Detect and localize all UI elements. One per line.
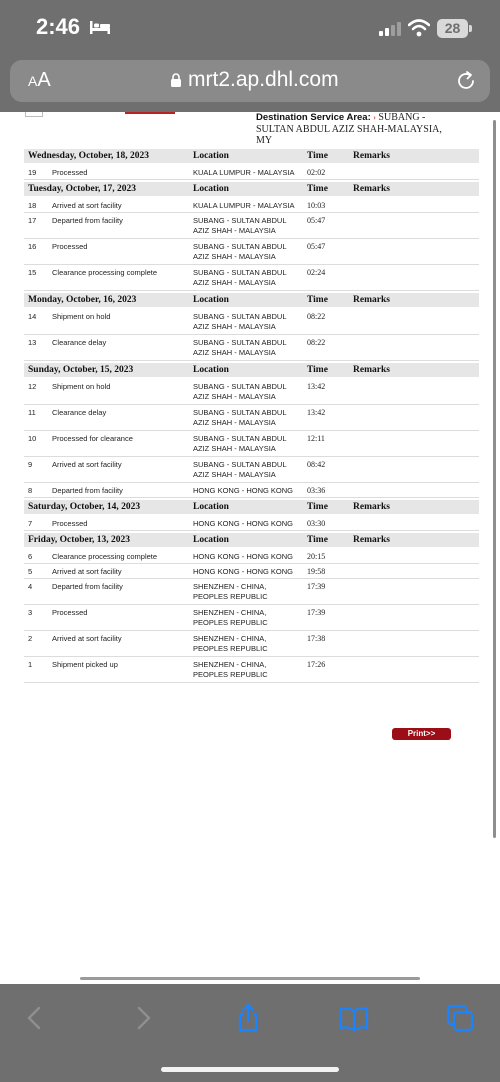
location-line-1: KUALA LUMPUR - MALAYSIA [193,168,295,177]
event-description: Processed [52,242,88,251]
column-remarks: Remarks [353,295,390,305]
print-button[interactable]: Print>> [392,728,451,740]
event-time: 19:58 [307,567,326,576]
cut-off-element [25,112,43,117]
event-number: 9 [28,460,33,469]
event-number: 18 [28,201,37,210]
event-time: 12:11 [307,434,325,443]
event-time: 17:38 [307,634,326,643]
table-row [24,239,479,265]
day-date: Sunday, October, 15, 2023 [28,365,134,375]
back-icon[interactable] [20,1003,50,1033]
event-time: 20:15 [307,552,326,561]
browser-top-chrome [0,0,500,112]
column-time: Time [307,502,328,512]
column-time: Time [307,151,328,161]
event-location [193,582,303,602]
column-time: Time [307,184,328,194]
event-description: Clearance delay [52,338,107,347]
location-line-1: KUALA LUMPUR - MALAYSIA [193,201,295,210]
table-row [24,457,479,483]
day-date: Monday, October, 16, 2023 [28,295,137,305]
location-line-1: HONG KONG - HONG KONG [193,486,294,495]
status-bar [0,0,500,58]
column-location: Location [193,184,229,194]
event-time: 10:03 [307,201,326,210]
event-time: 08:42 [307,460,326,469]
location-line-2: AZIZ SHAH - MALAYSIA [193,322,276,331]
table-row [24,379,479,405]
url-text[interactable]: mrt2.ap.dhl.com [188,68,339,91]
event-number: 10 [28,434,37,443]
day-header [24,363,479,377]
table-row [24,516,479,531]
event-number: 1 [28,660,33,669]
event-description: Arrived at sort facility [52,634,122,643]
table-row [24,165,479,180]
column-location: Location [193,365,229,375]
event-location [193,552,303,562]
column-time: Time [307,535,328,545]
event-description: Processed [52,519,88,528]
location-line-1: SHENZHEN - CHINA, [193,608,267,617]
table-row [24,309,479,335]
day-header [24,533,479,547]
location-line-2: AZIZ SHAH - MALAYSIA [193,252,276,261]
location-line-1: SUBANG - SULTAN ABDUL [193,268,287,277]
event-location [193,216,303,236]
cut-off-red-bar [125,112,175,114]
status-time: 2:46 [36,14,81,39]
event-location [193,660,303,680]
event-number: 17 [28,216,37,225]
location-line-1: SUBANG - SULTAN ABDUL [193,382,287,391]
event-description: Shipment picked up [52,660,118,669]
column-time: Time [307,295,328,305]
day-date: Wednesday, October, 18, 2023 [28,151,150,161]
event-number: 16 [28,242,37,251]
vertical-scrollbar[interactable] [493,120,496,838]
location-line-1: SHENZHEN - CHINA, [193,634,267,643]
event-number: 2 [28,634,33,643]
table-row [24,657,479,683]
battery-nub [469,25,472,32]
day-date: Tuesday, October, 17, 2023 [28,184,137,194]
location-line-2: PEOPLES REPUBLIC [193,670,268,679]
table-row [24,198,479,213]
table-row [24,605,479,631]
event-number: 11 [28,408,36,417]
event-description: Processed [52,168,88,177]
table-row [24,213,479,239]
day-header [24,293,479,307]
location-line-2: PEOPLES REPUBLIC [193,592,268,601]
table-row [24,549,479,564]
table-row [24,405,479,431]
lock-icon [170,72,182,88]
event-number: 7 [28,519,33,528]
event-number: 4 [28,582,33,591]
location-line-2: AZIZ SHAH - MALAYSIA [193,392,276,401]
event-location [193,634,303,654]
event-time: 08:22 [307,338,326,347]
event-number: 6 [28,552,33,561]
event-description: Departed from facility [52,216,123,225]
table-row [24,431,479,457]
column-remarks: Remarks [353,184,390,194]
location-line-2: AZIZ SHAH - MALAYSIA [193,348,276,357]
location-line-1: SUBANG - SULTAN ABDUL [193,408,287,417]
column-remarks: Remarks [353,502,390,512]
battery-indicator: 28 [437,19,468,38]
web-page-content [0,112,500,984]
address-bar[interactable] [10,60,490,102]
column-location: Location [193,295,229,305]
bed-icon [89,19,111,35]
event-number: 19 [28,168,37,177]
location-line-1: SHENZHEN - CHINA, [193,660,267,669]
event-location [193,242,303,262]
event-location [193,434,303,454]
event-description: Clearance delay [52,408,107,417]
event-location [193,268,303,288]
event-location [193,338,303,358]
location-line-2: AZIZ SHAH - MALAYSIA [193,226,276,235]
event-location [193,201,303,211]
event-time: 17:39 [307,582,326,591]
event-number: 13 [28,338,37,347]
event-time: 17:39 [307,608,326,617]
event-location [193,567,303,577]
event-time: 17:26 [307,660,326,669]
event-location [193,312,303,332]
column-location: Location [193,151,229,161]
event-location [193,519,303,529]
column-remarks: Remarks [353,365,390,375]
event-number: 8 [28,486,33,495]
destination-service-area: Destination Service Area: › SUBANG - SULTAN ABDUL AZIZ SHAH-MALAYSIA, MY [256,112,442,146]
day-header [24,500,479,514]
event-time: 03:36 [307,486,326,495]
location-line-2: AZIZ SHAH - MALAYSIA [193,418,276,427]
event-number: 12 [28,382,37,391]
event-number: 15 [28,268,37,277]
location-line-1: SHENZHEN - CHINA, [193,582,267,591]
table-row [24,579,479,605]
event-time: 05:47 [307,242,326,251]
table-row [24,483,479,498]
day-date: Saturday, October, 14, 2023 [28,502,141,512]
event-description: Arrived at sort facility [52,460,122,469]
event-time: 02:02 [307,168,326,177]
event-time: 13:42 [307,408,326,417]
table-row [24,564,479,579]
event-location [193,382,303,402]
share-icon[interactable] [233,1003,263,1033]
event-time: 13:42 [307,382,326,391]
day-header [24,182,479,196]
column-time: Time [307,365,328,375]
event-time: 08:22 [307,312,326,321]
location-line-1: SUBANG - SULTAN ABDUL [193,460,287,469]
event-description: Clearance processing complete [52,268,158,277]
event-location [193,486,303,496]
column-remarks: Remarks [353,535,390,545]
location-line-2: PEOPLES REPUBLIC [193,618,268,627]
event-time: 02:24 [307,268,326,277]
event-location [193,608,303,628]
location-line-1: SUBANG - SULTAN ABDUL [193,312,287,321]
event-time: 03:30 [307,519,326,528]
location-line-1: SUBANG - SULTAN ABDUL [193,338,287,347]
event-description: Shipment on hold [52,382,111,391]
forward-icon[interactable] [128,1003,158,1033]
event-description: Shipment on hold [52,312,111,321]
location-line-1: SUBANG - SULTAN ABDUL [193,216,287,225]
day-header [24,149,479,163]
column-location: Location [193,535,229,545]
location-line-2: PEOPLES REPUBLIC [193,644,268,653]
location-line-1: HONG KONG - HONG KONG [193,552,294,561]
location-line-1: HONG KONG - HONG KONG [193,519,294,528]
location-line-2: AZIZ SHAH - MALAYSIA [193,444,276,453]
location-line-2: AZIZ SHAH - MALAYSIA [193,278,276,287]
reload-icon[interactable] [455,70,477,92]
tabs-icon[interactable] [445,1003,475,1033]
cellular-signal-icon [378,22,404,36]
event-location [193,408,303,428]
event-description: Processed [52,608,88,617]
bookmarks-icon[interactable] [339,1003,369,1033]
location-line-1: SUBANG - SULTAN ABDUL [193,242,287,251]
event-location [193,168,303,178]
event-description: Departed from facility [52,486,123,495]
table-row [24,335,479,361]
location-line-1: SUBANG - SULTAN ABDUL [193,434,287,443]
event-number: 5 [28,567,33,576]
event-description: Processed for clearance [52,434,133,443]
event-description: Arrived at sort facility [52,567,122,576]
event-number: 3 [28,608,33,617]
event-location [193,460,303,480]
column-location: Location [193,502,229,512]
reader-settings-button[interactable]: AA [28,69,51,91]
wifi-icon [408,19,430,37]
horizontal-scrollbar[interactable] [80,977,420,980]
location-line-2: AZIZ SHAH - MALAYSIA [193,470,276,479]
event-number: 14 [28,312,37,321]
event-time: 05:47 [307,216,326,225]
location-line-1: HONG KONG - HONG KONG [193,567,294,576]
home-indicator [161,1067,339,1072]
day-date: Friday, October, 13, 2023 [28,535,131,545]
event-description: Departed from facility [52,582,123,591]
event-description: Arrived at sort facility [52,201,122,210]
column-remarks: Remarks [353,151,390,161]
table-row [24,265,479,291]
table-row [24,631,479,657]
event-description: Clearance processing complete [52,552,158,561]
